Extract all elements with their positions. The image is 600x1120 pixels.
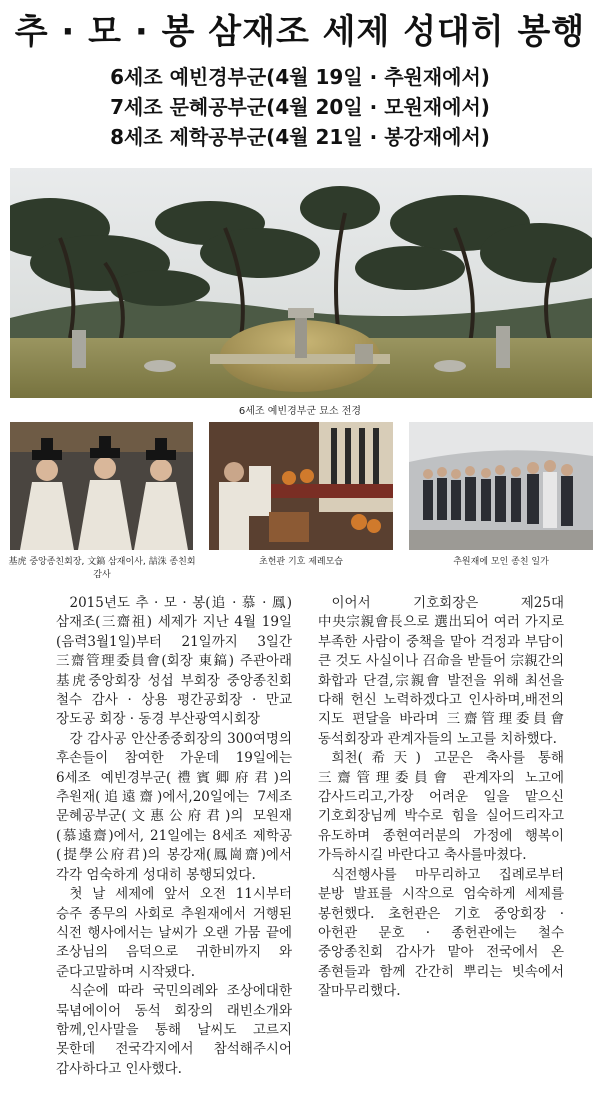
photo-ritual <box>209 422 393 550</box>
main-photo-tomb <box>10 168 592 398</box>
article-paragraph: 이어서 기호회장은 제25대 中央宗親會長으로 選出되어 여러 가지로 부족한 사람이 중책을 맡아 걱정과 부담이 큰 것도 사실이나 召命을 받들어 宗親간의 화합과 단결,宗親會 발전을 위해 최선을 다해 헌신 노력하겠다고 인사하며,배전의 지도 편달을 바라며 三齋管理委員會 동석회장과 관계자들의 노고를 치하했다. <box>318 595 564 747</box>
article-paragraph: 식전행사를 마무리하고 집례로부터 분방 발표를 시작으로 엄숙하게 세제를 봉헌했다. 초헌관은 기호 중앙회장 · 아헌관 문호 · 종헌관에는 철수 중앙종친회 감사가 맡아 전국에서 온 종현들과 함께 간간히 뿌리는 빗속에서 잘마무리했다. <box>318 866 564 1000</box>
main-photo-caption: 6세조 예빈경부군 묘소 전경 <box>238 406 362 417</box>
photo-officials-caption: 基虎 중앙종친회장, 文鎬 삼재이사, 喆洙 종친회감사 <box>8 557 196 580</box>
subtitle-7th: 7세조 문혜공부군(4월 20일 · 모원재에서) <box>110 95 490 119</box>
photo-ritual-caption: 초헌관 기호 제례모습 <box>259 557 343 567</box>
photo-officials <box>10 422 193 550</box>
article-paragraph: 강 감사공 안산종중회장의 300여명의 후손들이 참여한 가운데 19일에는 6세조 예빈경부군(禮賓卿府君)의 추원재(追遠齋)에서,20일에는 7세조 문혜공부군(文惠公府君)의 모원재(慕遠齋)에서, 21일에는 8세조 제학공(提學公府君)의 봉강재(鳳崗齋)에서 각각 엄숙하게 성대히 봉행되었다. <box>56 730 292 883</box>
article-column-right <box>318 594 564 1002</box>
article-paragraph: 희천(希天) 고문은 축사를 통해 三齋管理委員會 관계자의 노고에 감사드리고,가장 어려운 일을 맡으신 기호회장님께 박수로 힘을 실어드리자고 유도하며 종현여러분의 가정에 행복이 가득하시길 바란다고 축사를마쳤다. <box>318 750 564 864</box>
tomb-scene-illustration <box>10 168 592 398</box>
subtitle-list <box>0 62 600 152</box>
officials-illustration <box>10 422 193 550</box>
photo-gathering-caption: 추원재에 모인 종친 일가 <box>453 557 549 567</box>
ritual-illustration <box>209 422 393 550</box>
headline: 추 · 모 · 봉 삼재조 세제 성대히 봉행 <box>14 12 586 52</box>
gathering-illustration <box>409 422 593 550</box>
article-paragraph: 식순에 따라 국민의례와 조상에대한 묵념에이어 동석 회장의 래빈소개와 함께,인사말을 통해 날씨도 고르지 못한데 전국각지에서 참석해주시어 감사하다고 인사했다. <box>56 983 292 1077</box>
photo-gathering <box>409 422 593 550</box>
article-paragraph: 첫 날 세제에 앞서 오전 11시부터 승주 종무의 사회로 추원재에서 거행된 식전 행사에서는 날씨가 오랜 가뭄 끝에 조상님의 음덕으로 귀한비까지 와 준다고말하며 시작됐다. <box>56 886 292 980</box>
subtitle-8th: 8세조 제학공부군(4월 21일 · 봉강재에서) <box>110 125 490 149</box>
article-column-left <box>56 594 292 1079</box>
article-paragraph: 2015년도 추 · 모 · 봉(追 · 慕 · 鳳) 삼재조(三齋祖) 세제가 지난 4월 19일(음력3월1일)부터 21일까지 3일간 三齋管理委員會(회장 東鎬) 주관아래 基虎중앙회장 성섭 부회장 중앙종친회 철수 감사 · 상용 평간공회장 · 만교 장도공 회장 · 동경 부산광역시회장 <box>56 595 292 728</box>
subtitle-6th: 6세조 예빈경부군(4월 19일 · 추원재에서) <box>110 65 490 89</box>
